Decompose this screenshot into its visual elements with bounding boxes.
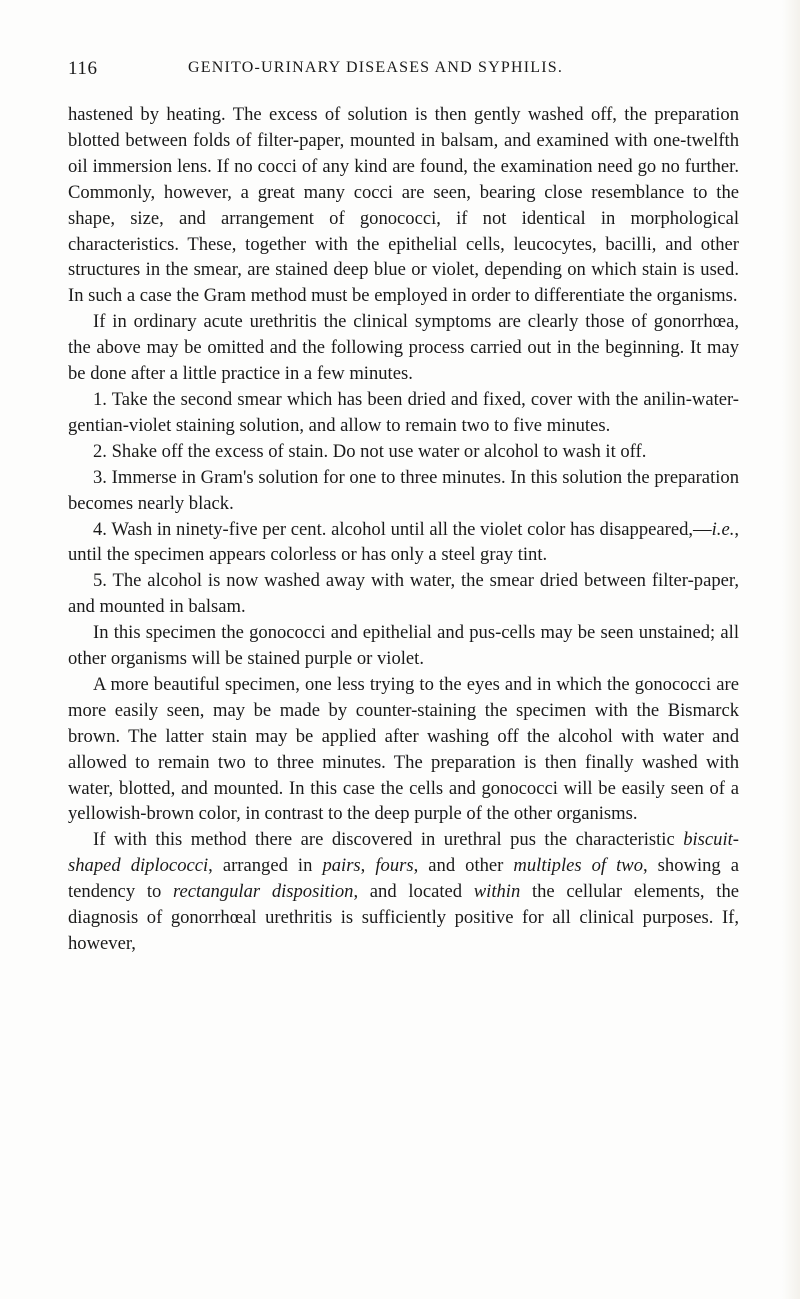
running-head <box>68 58 748 84</box>
diagnosis-text-4: , and other <box>413 855 514 877</box>
diagnosis-emphasis-1: biscuit-shaped diplococci <box>68 829 739 877</box>
step-4-text-end: , until the specimen appears colorless or has only a steel gray tint. <box>68 518 739 566</box>
step-4-emphasis: i.e. <box>711 518 735 540</box>
step-2-paragraph: 2. Shake off the excess of stain. Do not use water or alcohol to wash it off. <box>93 440 647 462</box>
diagnosis-emphasis-4: multiples of two <box>513 855 643 877</box>
diagnosis-text-6: , and located <box>353 881 474 903</box>
step-4-text-start: 4. Wash in ninety-five per cent. alcohol until all the violet color has disappeared,— <box>93 518 712 540</box>
diagnosis-text-2: , arranged in <box>208 855 323 877</box>
step-3-paragraph: 3. Immerse in Gram's solution for one to three minutes. In this solution the preparation becomes nearly black. <box>68 466 739 514</box>
step-1-paragraph: 1. Take the second smear which has been dried and fixed, cover with the anilin-water-gentian-violet staining solution, and allow to remain two to five minutes. <box>68 388 739 436</box>
diagnosis-text-7: the cellular elements, the diagnosis of gonorrhœal urethritis is sufficiently positive for all clinical purposes. If, however, <box>68 881 739 954</box>
diagnosis-text-1: If with this method there are discovered in urethral pus the characteristic <box>93 829 684 851</box>
page-number: 116 <box>68 58 98 79</box>
step-4-paragraph <box>68 517 739 569</box>
diagnosis-emphasis-2: pairs <box>322 855 361 877</box>
page-edge-shading <box>782 0 800 1299</box>
running-head-title: GENITO-URINARY DISEASES AND SYPHILIS. <box>188 59 564 76</box>
paragraph-counterstaining: A more beautiful specimen, one less trying to the eyes and in which the gonococci are more easily seen, may be made by counter-staining the specimen with the Bismarck brown. The latter stain may be applied after washing off the alcohol with water and allowed to remain two to three minutes. The preparation is then finally washed with water, blotted, and mounted. In this case the cells and gonococci will be easily seen of a yellowish-brown color, in contrast to the deep purple of the other organisms. <box>68 673 739 825</box>
diagnosis-text-5: , showing a tendency to <box>68 855 739 903</box>
diagnosis-emphasis-3: fours <box>375 855 414 877</box>
diagnosis-emphasis-5: rectangular disposition <box>173 881 354 903</box>
paragraph-diagnosis <box>68 827 739 957</box>
step-5-paragraph: 5. The alcohol is now washed away with water, the smear dried between filter-paper, and mounted in balsam. <box>68 570 739 618</box>
diagnosis-emphasis-6: within <box>473 881 521 903</box>
diagnosis-text-3: , <box>360 855 376 877</box>
body-text <box>68 102 739 957</box>
paragraph-unstained: In this specimen the gonococci and epithelial and pus-cells may be seen unstained; all other organisms will be stained purple or violet. <box>68 622 739 670</box>
paragraph-ordinary-urethritis: If in ordinary acute urethritis the clinical symptoms are clearly those of gonorrhœa, the above may be omitted and the following process carried out in the beginning. It may be done after a little practice in a few minutes. <box>68 311 739 385</box>
paragraph-continued: hastened by heating. The excess of solution is then gently washed off, the preparation blotted between folds of filter-paper, mounted in balsam, and examined with one-twelfth oil immersion lens. If no cocci of any kind are found, the examination need go no further. Commonly, however, a great many cocci are seen, bearing close resemblance to the shape, size, and arrangement of gonococci, if not identical in morphological characteristics. These, together with the epithelial cells, leucocytes, bacilli, and other structures in the smear, are stained deep blue or violet, depending on which stain is used. In such a case the Gram method must be employed in order to differentiate the organisms. <box>68 104 739 307</box>
